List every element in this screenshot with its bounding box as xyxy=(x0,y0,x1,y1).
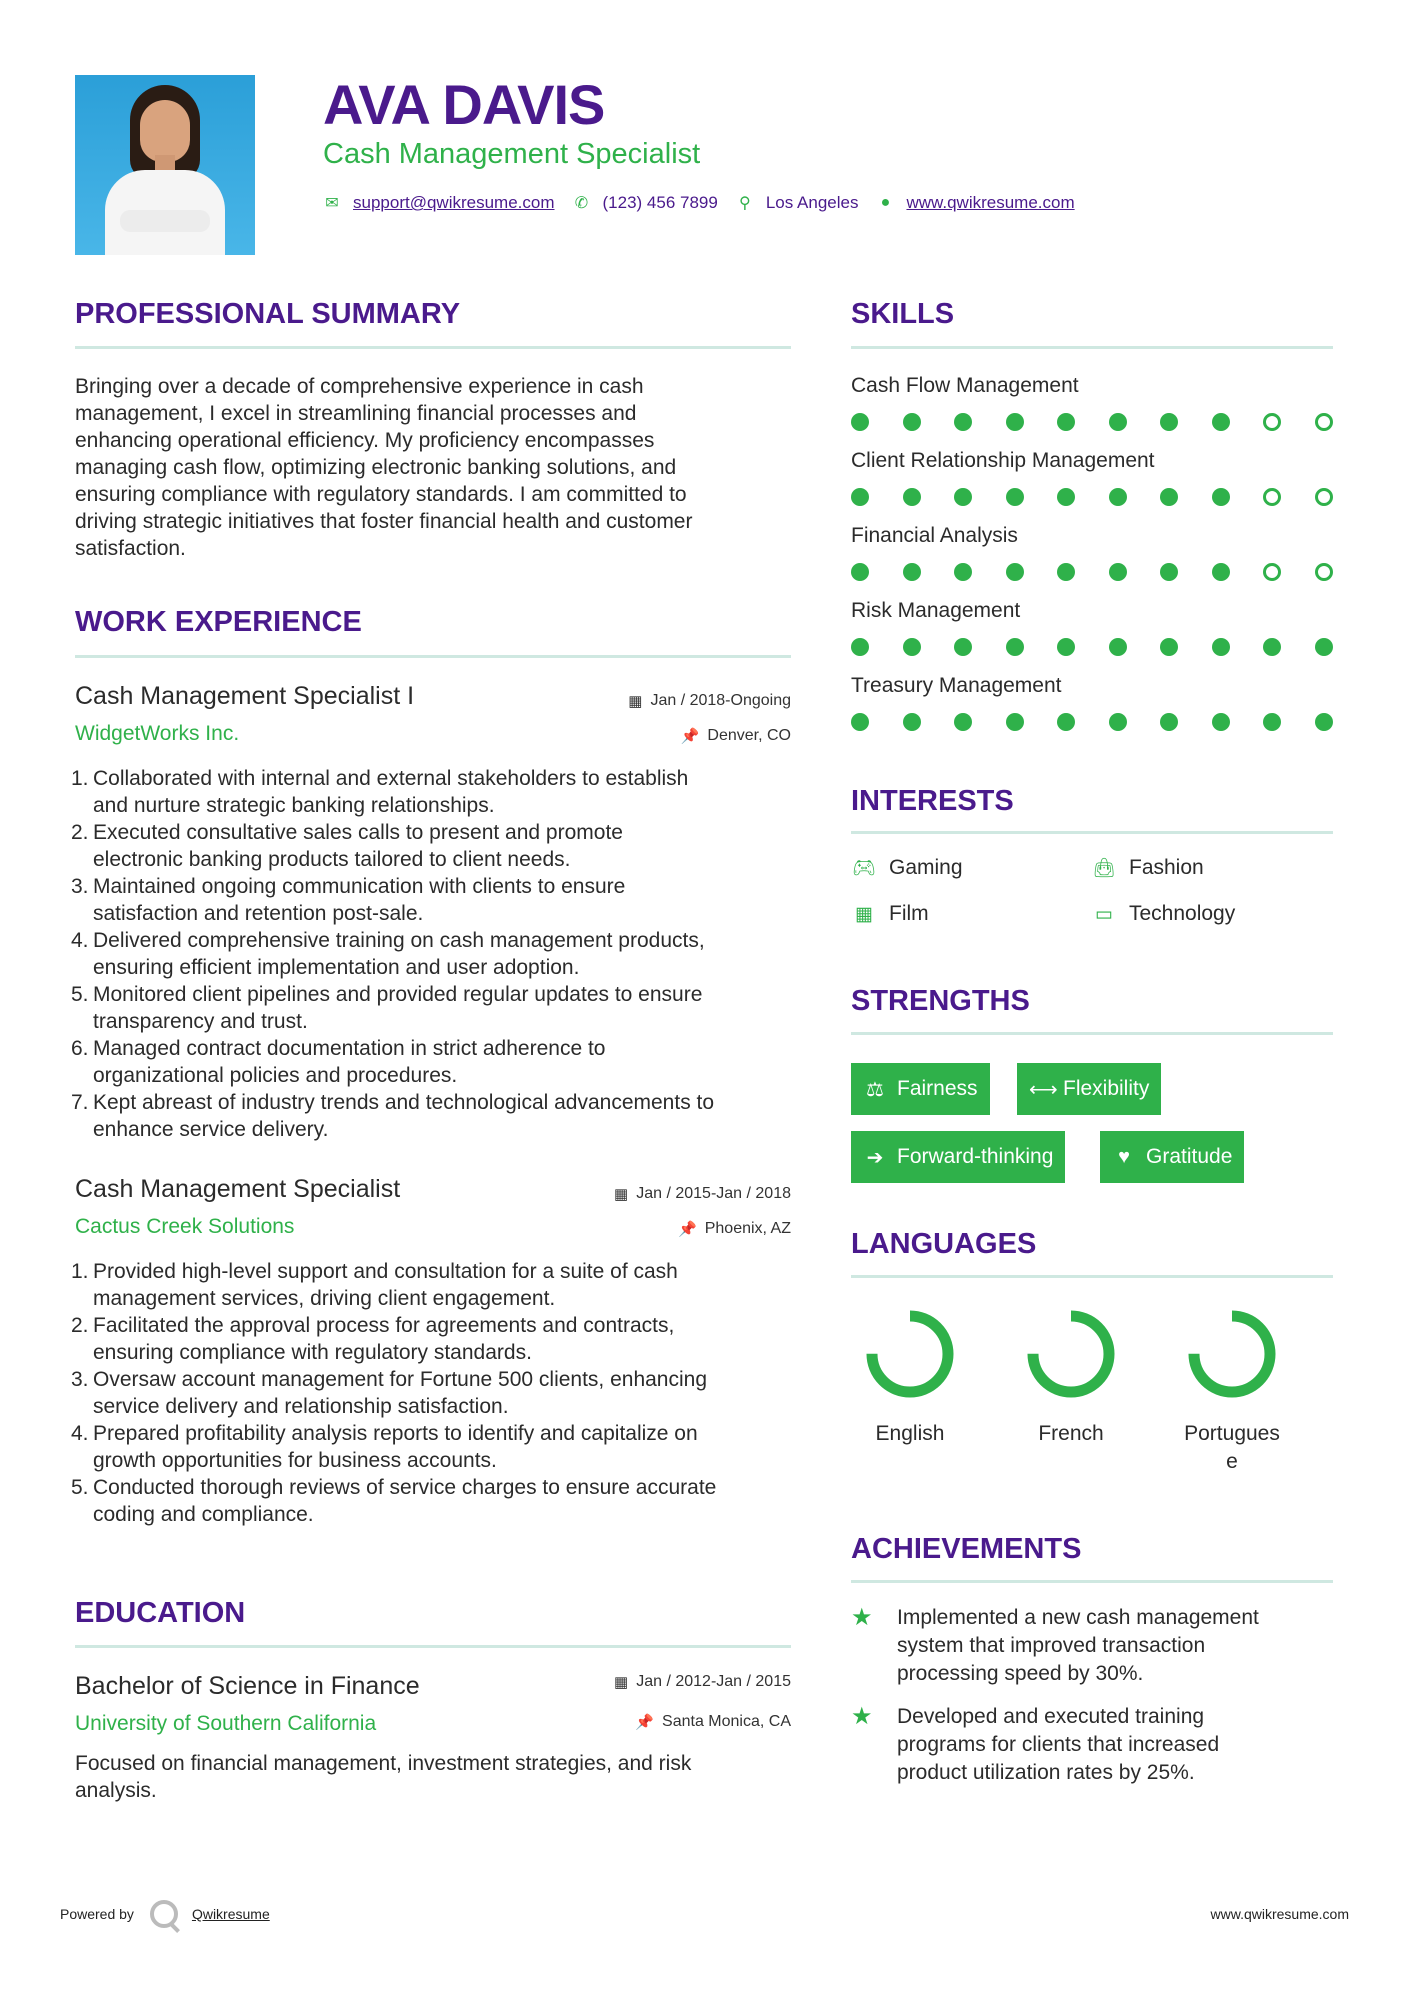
skill-dot-empty xyxy=(1263,413,1281,431)
candidate-title: Cash Management Specialist xyxy=(323,138,701,170)
skills-divider xyxy=(851,346,1333,349)
skill-dot-filled xyxy=(1057,488,1075,506)
language-item xyxy=(1001,1306,1141,1448)
language-level-arc xyxy=(872,1316,948,1392)
strength-tag: ⟷ Flexibility xyxy=(1017,1063,1161,1115)
list-item: 5. Conducted thorough reviews of service charges to ensure accurate coding and compliance. xyxy=(71,1476,717,1526)
education-divider xyxy=(75,1645,791,1648)
strength-tag: ♥ Gratitude xyxy=(1100,1131,1244,1183)
achievement-item: ★ Developed and executed training programs for clients that increased product utilization rates by 25%. xyxy=(851,1703,1333,1787)
pin-icon: 📌 xyxy=(680,728,700,745)
interest-item: 👜︎ Fashion xyxy=(1091,856,1204,879)
job-title: Cash Management Specialist xyxy=(75,1175,401,1203)
skill-dot-filled xyxy=(1109,488,1127,506)
skill-name: Cash Flow Management xyxy=(851,374,1079,397)
pin-icon: 📌 xyxy=(678,1221,697,1238)
contact-website[interactable]: ● www.qwikresume.com xyxy=(876,193,1074,213)
skill-dot-filled xyxy=(1006,488,1024,506)
footer-brand-link[interactable]: Qwikresume xyxy=(191,1906,270,1922)
contact-phone: ✆ (123) 456 7899 xyxy=(573,193,718,213)
degree-title: Bachelor of Science in Finance xyxy=(75,1672,420,1700)
interests-heading: INTERESTS xyxy=(851,785,1014,817)
strengths-heading: STRENGTHS xyxy=(851,985,1030,1017)
education-dates: ▦ Jan / 2012-Jan / 2015 xyxy=(614,1673,791,1691)
skill-dot-filled xyxy=(903,713,921,731)
language-item xyxy=(1162,1306,1302,1476)
skill-dot-filled xyxy=(954,563,972,581)
job-location: 📌 Denver, CO xyxy=(680,727,791,745)
calendar-icon: ▦ xyxy=(628,693,643,710)
summary-divider xyxy=(75,346,791,349)
skill-dot-filled xyxy=(1212,638,1230,656)
job-dates: ▦ Jan / 2018-Ongoing xyxy=(628,692,791,710)
skill-dot-filled xyxy=(1109,563,1127,581)
skill-dot-filled xyxy=(1212,413,1230,431)
skill-dot-filled xyxy=(1109,713,1127,731)
skill-dot-filled xyxy=(851,563,869,581)
list-item: 3. Oversaw account management for Fortune 500 clients, enhancing service delivery and relationship satisfaction. xyxy=(71,1368,708,1418)
skill-dot-filled xyxy=(1057,638,1075,656)
education-heading: EDUCATION xyxy=(75,1597,246,1629)
pin-icon: 📌 xyxy=(635,1714,655,1731)
balance-scale-icon: ⚖ xyxy=(866,1078,884,1101)
skill-dot-filled xyxy=(1315,638,1333,656)
skill-name: Financial Analysis xyxy=(851,524,1018,547)
skill-dot-filled xyxy=(1109,638,1127,656)
calendar-icon: ▦ xyxy=(614,1186,629,1203)
skill-dot-filled xyxy=(954,488,972,506)
languages-heading: LANGUAGES xyxy=(851,1228,1037,1260)
skill-dot-filled xyxy=(1263,638,1281,656)
skill-name: Treasury Management xyxy=(851,674,1062,697)
company-name: Cactus Creek Solutions xyxy=(75,1215,295,1238)
skill-dot-filled xyxy=(1160,488,1178,506)
education-text: Focused on financial management, investment strategies, and risk analysis. xyxy=(75,1752,692,1802)
strength-tag: ⚖ Fairness xyxy=(851,1063,990,1115)
language-level-arc xyxy=(1033,1316,1109,1392)
skill-dot-filled xyxy=(1315,713,1333,731)
list-item: 7. Kept abreast of industry trends and technological advancements to enhance service delivery. xyxy=(71,1091,715,1141)
skill-dot-filled xyxy=(954,413,972,431)
skill-dot-filled xyxy=(1057,563,1075,581)
language-gauge xyxy=(862,1306,958,1402)
language-label: English xyxy=(875,1422,945,1445)
language-gauge xyxy=(1184,1306,1280,1402)
list-item: 3. Maintained ongoing communication with clients to ensure satisfaction and retention post-sale. xyxy=(71,875,626,925)
skill-dot-filled xyxy=(903,638,921,656)
skill-rating xyxy=(851,488,1366,506)
film-icon: ▦ xyxy=(855,903,873,925)
school-name: University of Southern California xyxy=(75,1712,377,1735)
experience-divider xyxy=(75,655,791,658)
list-item: 2. Executed consultative sales calls to present and promote electronic banking products tailored to client needs. xyxy=(71,821,623,871)
list-item: 1. Collaborated with internal and external stakeholders to establish and nurture strategic banking relationships. xyxy=(71,767,689,817)
job-title: Cash Management Specialist I xyxy=(75,682,415,710)
skill-dot-empty xyxy=(1315,563,1333,581)
skill-rating xyxy=(851,563,1366,581)
strengths-divider xyxy=(851,1032,1333,1035)
languages-divider xyxy=(851,1275,1333,1278)
job-dates: ▦ Jan / 2015-Jan / 2018 xyxy=(614,1185,791,1203)
skill-dot-empty xyxy=(1315,413,1333,431)
interest-item: 🎮︎ Gaming xyxy=(851,856,963,879)
contact-location: ⚲ Los Angeles xyxy=(736,193,859,213)
company-name: WidgetWorks Inc. xyxy=(75,722,240,745)
skill-dot-filled xyxy=(1160,563,1178,581)
laptop-icon: ▭ xyxy=(1095,903,1113,925)
contact-bar xyxy=(323,193,1093,213)
phone-icon: ✆ xyxy=(574,195,589,212)
achievements-divider xyxy=(851,1580,1333,1583)
footer-powered-by: Powered by Qwikresume xyxy=(60,1900,270,1928)
profile-photo xyxy=(75,75,255,255)
list-item: 4. Delivered comprehensive training on cash management products, ensuring efficient implementation and user adoption. xyxy=(71,929,705,979)
skill-dot-filled xyxy=(1212,488,1230,506)
skill-dot-filled xyxy=(1263,713,1281,731)
candidate-name: AVA DAVIS xyxy=(323,73,605,136)
duty-list xyxy=(71,1258,795,1528)
language-label: Portugues e xyxy=(1184,1422,1280,1473)
list-item: 5. Monitored client pipelines and provided regular updates to ensure transparency and trust. xyxy=(71,983,703,1033)
skill-dot-filled xyxy=(851,413,869,431)
skill-dot-filled xyxy=(1006,638,1024,656)
language-item xyxy=(840,1306,980,1448)
skill-dot-filled xyxy=(851,638,869,656)
strength-tag: ➔ Forward-thinking xyxy=(851,1131,1065,1183)
job-location: 📌 Phoenix, AZ xyxy=(678,1220,791,1238)
envelope-icon: ✉ xyxy=(325,195,339,212)
skill-dot-filled xyxy=(1160,638,1178,656)
skill-dot-filled xyxy=(903,413,921,431)
skill-dot-filled xyxy=(1212,713,1230,731)
skill-dot-empty xyxy=(1263,563,1281,581)
skill-dot-filled xyxy=(954,713,972,731)
skill-dot-filled xyxy=(1006,563,1024,581)
skill-dot-filled xyxy=(903,488,921,506)
duty-list xyxy=(71,765,795,1143)
skill-dot-filled xyxy=(1006,413,1024,431)
calendar-icon: ▦ xyxy=(614,1674,629,1691)
skill-dot-filled xyxy=(1212,563,1230,581)
shopping-bag-icon: 👜︎ xyxy=(1091,858,1117,879)
skill-rating xyxy=(851,638,1366,656)
skill-name: Risk Management xyxy=(851,599,1021,622)
globe-icon: ● xyxy=(880,194,891,211)
list-item: 2. Facilitated the approval process for agreements and contracts, ensuring compliance with regulatory standards. xyxy=(71,1314,675,1364)
skill-dot-filled xyxy=(903,563,921,581)
language-level-arc xyxy=(1194,1316,1270,1392)
skill-dot-filled xyxy=(1006,713,1024,731)
skill-dot-filled xyxy=(1057,713,1075,731)
summary-text: Bringing over a decade of comprehensive experience in cash management, I excel in streamlining financial processes and enhancing operational efficiency. My proficiency encompasses managing cash flow, optimizing electronic banking solutions, and ensuring compliance with regulatory standards. I am committed to driving strategic initiatives that foster financial health and customer satisfaction. xyxy=(75,375,693,560)
skill-dot-filled xyxy=(1057,413,1075,431)
star-icon: ★ xyxy=(851,1703,873,1730)
skill-dot-filled xyxy=(954,638,972,656)
qwikresume-logo-icon xyxy=(150,1900,178,1928)
achievements-heading: ACHIEVEMENTS xyxy=(851,1533,1082,1565)
experience-heading: WORK EXPERIENCE xyxy=(75,606,362,638)
footer-url[interactable]: www.qwikresume.com xyxy=(1210,1906,1349,1922)
skill-dot-filled xyxy=(1109,413,1127,431)
skill-dot-empty xyxy=(1315,488,1333,506)
arrows-horizontal-icon: ⟷ xyxy=(1029,1078,1058,1101)
skill-dot-filled xyxy=(851,488,869,506)
interests-divider xyxy=(851,831,1333,834)
skill-rating xyxy=(851,713,1366,731)
summary-heading: PROFESSIONAL SUMMARY xyxy=(75,298,461,330)
skill-dot-filled xyxy=(851,713,869,731)
heart-icon: ♥ xyxy=(1118,1145,1130,1168)
interest-item: ▭ Technology xyxy=(1091,902,1235,926)
education-location: 📌 Santa Monica, CA xyxy=(635,1713,791,1731)
achievement-item: ★ Implemented a new cash management system that improved transaction processing speed by 30%. xyxy=(851,1604,1333,1688)
arrow-right-icon: ➔ xyxy=(866,1146,884,1169)
skill-dot-filled xyxy=(1160,413,1178,431)
language-label: French xyxy=(1038,1422,1104,1445)
skill-name: Client Relationship Management xyxy=(851,449,1155,472)
skill-dot-empty xyxy=(1263,488,1281,506)
skill-dot-filled xyxy=(1160,713,1178,731)
star-icon: ★ xyxy=(851,1604,873,1631)
skill-rating xyxy=(851,413,1366,431)
map-marker-icon: ⚲ xyxy=(738,195,751,212)
contact-email[interactable]: ✉ support@qwikresume.com xyxy=(323,193,555,213)
language-gauge xyxy=(1023,1306,1119,1402)
list-item: 4. Prepared profitability analysis reports to identify and capitalize on growth opportunities for business accounts. xyxy=(71,1422,698,1472)
skills-heading: SKILLS xyxy=(851,298,955,330)
list-item: 1. Provided high-level support and consultation for a suite of cash management services, driving client engagement. xyxy=(71,1260,678,1310)
interest-item: ▦ Film xyxy=(851,902,929,926)
list-item: 6. Managed contract documentation in strict adherence to organizational policies and procedures. xyxy=(71,1037,606,1087)
gamepad-icon: 🎮︎ xyxy=(851,858,877,879)
